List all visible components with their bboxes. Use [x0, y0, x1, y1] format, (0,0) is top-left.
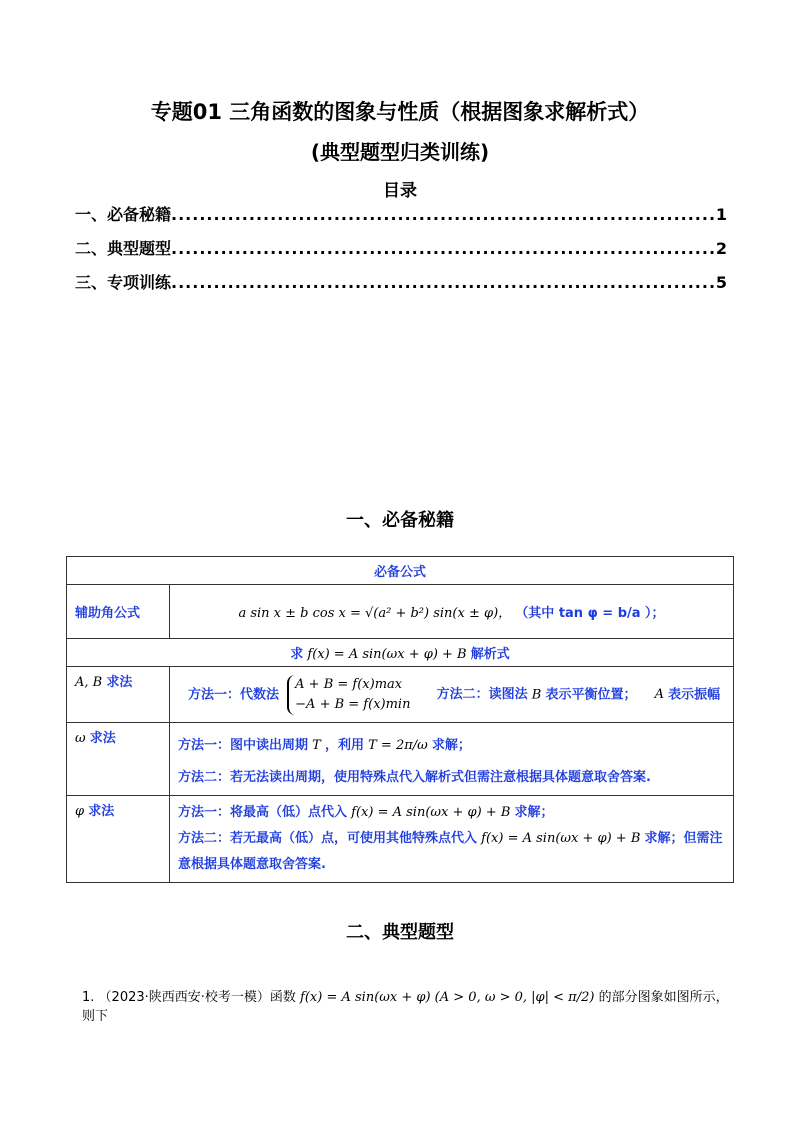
phi-m1-post: 求解； [514, 805, 554, 820]
solve-row [67, 639, 734, 667]
phi-m2-post: 求解；但需注意根据具体题意取舍答案. [178, 831, 723, 872]
toc-leader [171, 239, 715, 258]
ab-eq2: −A + B = f(x)min [295, 696, 411, 712]
ab-method1: 方法一：代数法 [188, 687, 280, 702]
w-label-math: ω [75, 731, 86, 746]
question-number: 1. [82, 990, 95, 1005]
toc-item-label: 二、典型题型 [75, 239, 172, 258]
question-source: （2023·陕西西安·校考一模）函数 [98, 990, 296, 1005]
row-label [67, 723, 170, 796]
solve-formula: f(x) = A sin(ωx + φ) + B [307, 647, 467, 662]
row-content [170, 585, 734, 639]
ab-A-text: 表示振幅 [668, 687, 721, 702]
doc-subtitle: (典型题型归类训练) [310, 140, 490, 164]
toc-item-page: 2 [715, 239, 727, 258]
toc-list [75, 202, 727, 304]
row-label: 辅助角公式 [67, 585, 170, 639]
section-title: 二、典型题型 [346, 922, 454, 943]
ab-B: B [531, 687, 542, 702]
toc-item-label: 三、专项训练 [75, 273, 172, 292]
toc-leader [171, 273, 715, 292]
row-label [67, 796, 170, 883]
phi-label-math: φ [75, 804, 85, 819]
toc-item-page: 1 [715, 205, 727, 224]
ab-method2: 方法二：读图法 [436, 687, 528, 702]
row-content [170, 667, 734, 723]
aux-formula: a sin x ± b cos x = √(a² + b²) sin(x ± φ)， [238, 606, 512, 621]
phi-m2-pre: 方法二：若无最高（低）点，可使用其他特殊点代入 [178, 831, 478, 846]
doc-title: 专题01 三角函数的图象与性质（根据图象求解析式） [150, 100, 650, 124]
aux-note: （其中 tan φ = b/a ）； [515, 606, 665, 621]
solve-post: 解析式 [470, 647, 510, 662]
phi-method2 [178, 826, 725, 878]
toc-item-page: 5 [715, 273, 727, 292]
ab-equation-system [287, 675, 410, 715]
phi-m1-formula: f(x) = A sin(ωx + φ) + B [351, 805, 511, 820]
ab-B-text: 表示平衡位置； [545, 687, 637, 702]
question-1 [82, 986, 732, 1024]
phi-m1-pre: 方法一：将最高（低）点代入 [178, 805, 348, 820]
row-content [170, 723, 734, 796]
toc-item[interactable] [75, 236, 727, 270]
table-header: 必备公式 [67, 557, 734, 585]
question-tail: 的部分图象如图所示，则下 [82, 990, 729, 1024]
w-m1-pre: 方法一：图中读出周期 [178, 738, 309, 753]
w-m1-formula: T = 2π/ω [368, 738, 428, 753]
w-label-text: 求法 [89, 731, 116, 746]
phi-m2-formula: f(x) = A sin(ωx + φ) + B [481, 831, 641, 846]
ab-A: A [654, 687, 664, 702]
phi-label-text: 求法 [88, 804, 115, 819]
row-label [67, 667, 170, 723]
toc-item-label: 一、必备秘籍 [75, 205, 172, 224]
phi-method1 [178, 800, 725, 826]
w-m1-mid: ，利用 [324, 738, 364, 753]
ab-label-text: 求法 [106, 675, 133, 690]
ab-label-math: A, B [75, 675, 103, 690]
toc-item[interactable] [75, 202, 727, 236]
question-formula: f(x) = A sin(ωx + φ) (A > 0, ω > 0, |φ| < π/2) [300, 990, 595, 1005]
toc-item[interactable] [75, 270, 727, 304]
section-title: 一、必备秘籍 [346, 510, 454, 531]
w-m1-T: T [312, 738, 321, 753]
toc-heading: 目录 [383, 181, 417, 201]
row-content [170, 796, 734, 883]
solve-pre: 求 [290, 647, 304, 662]
w-m1-post: 求解； [431, 738, 471, 753]
w-method1 [178, 733, 725, 759]
w-method2: 方法二：若无法读出周期，使用特殊点代入解析式但需注意根据具体题意取舍答案. [178, 770, 651, 785]
ab-eq1: A + B = f(x)max [295, 676, 403, 692]
toc-leader [171, 205, 715, 224]
formula-table [66, 556, 734, 883]
